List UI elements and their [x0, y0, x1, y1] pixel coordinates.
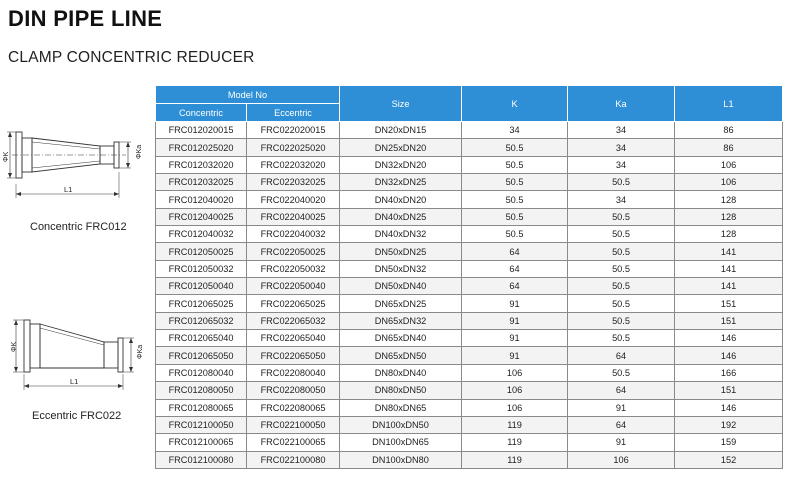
cell-ka: 50.5 [568, 226, 675, 243]
cell-eccentric: FRC022100065 [247, 434, 340, 451]
cell-concentric: FRC012065032 [156, 312, 247, 329]
eccentric-dim-l1: L1 [70, 377, 79, 386]
table-row [156, 416, 783, 433]
cell-eccentric: FRC022065050 [247, 347, 340, 364]
cell-l1: 86 [675, 139, 783, 156]
cell-k: 106 [462, 364, 568, 381]
cell-eccentric: FRC022040020 [247, 191, 340, 208]
cell-size: DN80xDN50 [340, 382, 462, 399]
cell-size: DN32xDN25 [340, 174, 462, 191]
cell-k: 50.5 [462, 139, 568, 156]
table-row [156, 364, 783, 381]
cell-l1: 106 [675, 174, 783, 191]
cell-eccentric: FRC022025020 [247, 139, 340, 156]
cell-size: DN65xDN50 [340, 347, 462, 364]
cell-l1: 141 [675, 243, 783, 260]
table-row [156, 382, 783, 399]
header-ka: Ka [568, 86, 675, 122]
cell-eccentric: FRC022080065 [247, 399, 340, 416]
cell-size: DN100xDN65 [340, 434, 462, 451]
eccentric-dim-k: ΦK [11, 341, 18, 352]
cell-ka: 50.5 [568, 312, 675, 329]
cell-concentric: FRC012050025 [156, 243, 247, 260]
eccentric-reducer-drawing [4, 308, 154, 408]
cell-l1: 159 [675, 434, 783, 451]
concentric-dim-k: ΦK [3, 151, 10, 162]
table-row [156, 330, 783, 347]
cell-k: 50.5 [462, 156, 568, 173]
cell-eccentric: FRC022100050 [247, 416, 340, 433]
concentric-reducer-drawing [4, 122, 154, 222]
concentric-caption: Concentric FRC012 [30, 221, 127, 233]
cell-eccentric: FRC022080040 [247, 364, 340, 381]
cell-l1: 128 [675, 226, 783, 243]
cell-ka: 106 [568, 451, 675, 468]
cell-k: 91 [462, 347, 568, 364]
cell-concentric: FRC012020015 [156, 122, 247, 139]
table-row [156, 156, 783, 173]
cell-k: 50.5 [462, 174, 568, 191]
cell-k: 34 [462, 122, 568, 139]
cell-concentric: FRC012065050 [156, 347, 247, 364]
header-eccentric: Eccentric [247, 104, 340, 122]
cell-concentric: FRC012065040 [156, 330, 247, 347]
table-row [156, 434, 783, 451]
eccentric-dim-ka: ΦKa [137, 344, 144, 359]
cell-ka: 34 [568, 122, 675, 139]
cell-k: 64 [462, 260, 568, 277]
cell-size: DN50xDN40 [340, 278, 462, 295]
table-row [156, 226, 783, 243]
cell-concentric: FRC012080065 [156, 399, 247, 416]
cell-size: DN20xDN15 [340, 122, 462, 139]
table-row [156, 122, 783, 139]
cell-ka: 50.5 [568, 174, 675, 191]
cell-concentric: FRC012050032 [156, 260, 247, 277]
table-row [156, 208, 783, 225]
cell-eccentric: FRC022040025 [247, 208, 340, 225]
cell-size: DN100xDN80 [340, 451, 462, 468]
cell-ka: 50.5 [568, 278, 675, 295]
header-size: Size [340, 86, 462, 122]
table-header [156, 86, 783, 122]
cell-concentric: FRC012032025 [156, 174, 247, 191]
cell-concentric: FRC012040032 [156, 226, 247, 243]
cell-concentric: FRC012040020 [156, 191, 247, 208]
cell-k: 50.5 [462, 226, 568, 243]
table-row [156, 139, 783, 156]
cell-eccentric: FRC022020015 [247, 122, 340, 139]
cell-size: DN65xDN25 [340, 295, 462, 312]
cell-k: 64 [462, 243, 568, 260]
cell-ka: 50.5 [568, 208, 675, 225]
cell-ka: 64 [568, 382, 675, 399]
cell-ka: 50.5 [568, 295, 675, 312]
cell-l1: 146 [675, 347, 783, 364]
cell-l1: 146 [675, 330, 783, 347]
table-row [156, 243, 783, 260]
cell-ka: 64 [568, 347, 675, 364]
cell-l1: 128 [675, 191, 783, 208]
cell-l1: 146 [675, 399, 783, 416]
cell-size: DN65xDN40 [340, 330, 462, 347]
table-row [156, 295, 783, 312]
cell-concentric: FRC012100065 [156, 434, 247, 451]
table-row [156, 451, 783, 468]
cell-size: DN40xDN32 [340, 226, 462, 243]
cell-l1: 141 [675, 260, 783, 277]
cell-ka: 91 [568, 434, 675, 451]
cell-eccentric: FRC022032025 [247, 174, 340, 191]
eccentric-caption: Eccentric FRC022 [32, 410, 122, 422]
cell-k: 106 [462, 399, 568, 416]
cell-eccentric: FRC022065040 [247, 330, 340, 347]
cell-size: DN100xDN50 [340, 416, 462, 433]
cell-l1: 166 [675, 364, 783, 381]
cell-size: DN80xDN40 [340, 364, 462, 381]
cell-size: DN65xDN32 [340, 312, 462, 329]
cell-ka: 50.5 [568, 260, 675, 277]
cell-l1: 151 [675, 312, 783, 329]
cell-concentric: FRC012100050 [156, 416, 247, 433]
cell-eccentric: FRC022080050 [247, 382, 340, 399]
cell-eccentric: FRC022040032 [247, 226, 340, 243]
cell-l1: 86 [675, 122, 783, 139]
cell-k: 64 [462, 278, 568, 295]
cell-l1: 152 [675, 451, 783, 468]
cell-size: DN80xDN65 [340, 399, 462, 416]
cell-l1: 106 [675, 156, 783, 173]
cell-l1: 141 [675, 278, 783, 295]
header-concentric: Concentric [156, 104, 247, 122]
cell-eccentric: FRC022100080 [247, 451, 340, 468]
table-body [156, 122, 783, 469]
cell-eccentric: FRC022032020 [247, 156, 340, 173]
table-row [156, 260, 783, 277]
table-row [156, 278, 783, 295]
cell-concentric: FRC012032020 [156, 156, 247, 173]
table-row [156, 174, 783, 191]
cell-ka: 64 [568, 416, 675, 433]
table-row [156, 312, 783, 329]
cell-k: 106 [462, 382, 568, 399]
reducer-spec-table [155, 85, 783, 469]
table-row [156, 191, 783, 208]
cell-concentric: FRC012025020 [156, 139, 247, 156]
cell-concentric: FRC012080040 [156, 364, 247, 381]
cell-k: 50.5 [462, 208, 568, 225]
cell-concentric: FRC012100080 [156, 451, 247, 468]
cell-k: 91 [462, 295, 568, 312]
header-k: K [462, 86, 568, 122]
header-l1: L1 [675, 86, 783, 122]
cell-eccentric: FRC022050040 [247, 278, 340, 295]
cell-l1: 128 [675, 208, 783, 225]
cell-l1: 151 [675, 382, 783, 399]
concentric-dim-l1: L1 [64, 185, 73, 194]
cell-size: DN50xDN25 [340, 243, 462, 260]
cell-size: DN25xDN20 [340, 139, 462, 156]
cell-concentric: FRC012080050 [156, 382, 247, 399]
cell-ka: 50.5 [568, 364, 675, 381]
cell-size: DN50xDN32 [340, 260, 462, 277]
cell-eccentric: FRC022050032 [247, 260, 340, 277]
cell-k: 119 [462, 434, 568, 451]
page-subtitle: CLAMP CONCENTRIC REDUCER [8, 49, 255, 66]
cell-ka: 91 [568, 399, 675, 416]
cell-concentric: FRC012050040 [156, 278, 247, 295]
cell-ka: 34 [568, 156, 675, 173]
cell-concentric: FRC012040025 [156, 208, 247, 225]
cell-size: DN40xDN20 [340, 191, 462, 208]
cell-k: 119 [462, 416, 568, 433]
cell-k: 91 [462, 312, 568, 329]
cell-concentric: FRC012065025 [156, 295, 247, 312]
cell-k: 50.5 [462, 191, 568, 208]
cell-ka: 50.5 [568, 243, 675, 260]
cell-eccentric: FRC022050025 [247, 243, 340, 260]
cell-k: 119 [462, 451, 568, 468]
cell-eccentric: FRC022065032 [247, 312, 340, 329]
cell-l1: 151 [675, 295, 783, 312]
cell-ka: 34 [568, 139, 675, 156]
page-title: DIN PIPE LINE [8, 6, 163, 31]
header-model-no: Model No [156, 86, 340, 104]
cell-size: DN32xDN20 [340, 156, 462, 173]
table-row [156, 347, 783, 364]
concentric-dim-ka: ΦKa [136, 144, 143, 159]
cell-k: 91 [462, 330, 568, 347]
cell-size: DN40xDN25 [340, 208, 462, 225]
cell-ka: 34 [568, 191, 675, 208]
table-row [156, 399, 783, 416]
cell-eccentric: FRC022065025 [247, 295, 340, 312]
cell-l1: 192 [675, 416, 783, 433]
cell-ka: 50.5 [568, 330, 675, 347]
